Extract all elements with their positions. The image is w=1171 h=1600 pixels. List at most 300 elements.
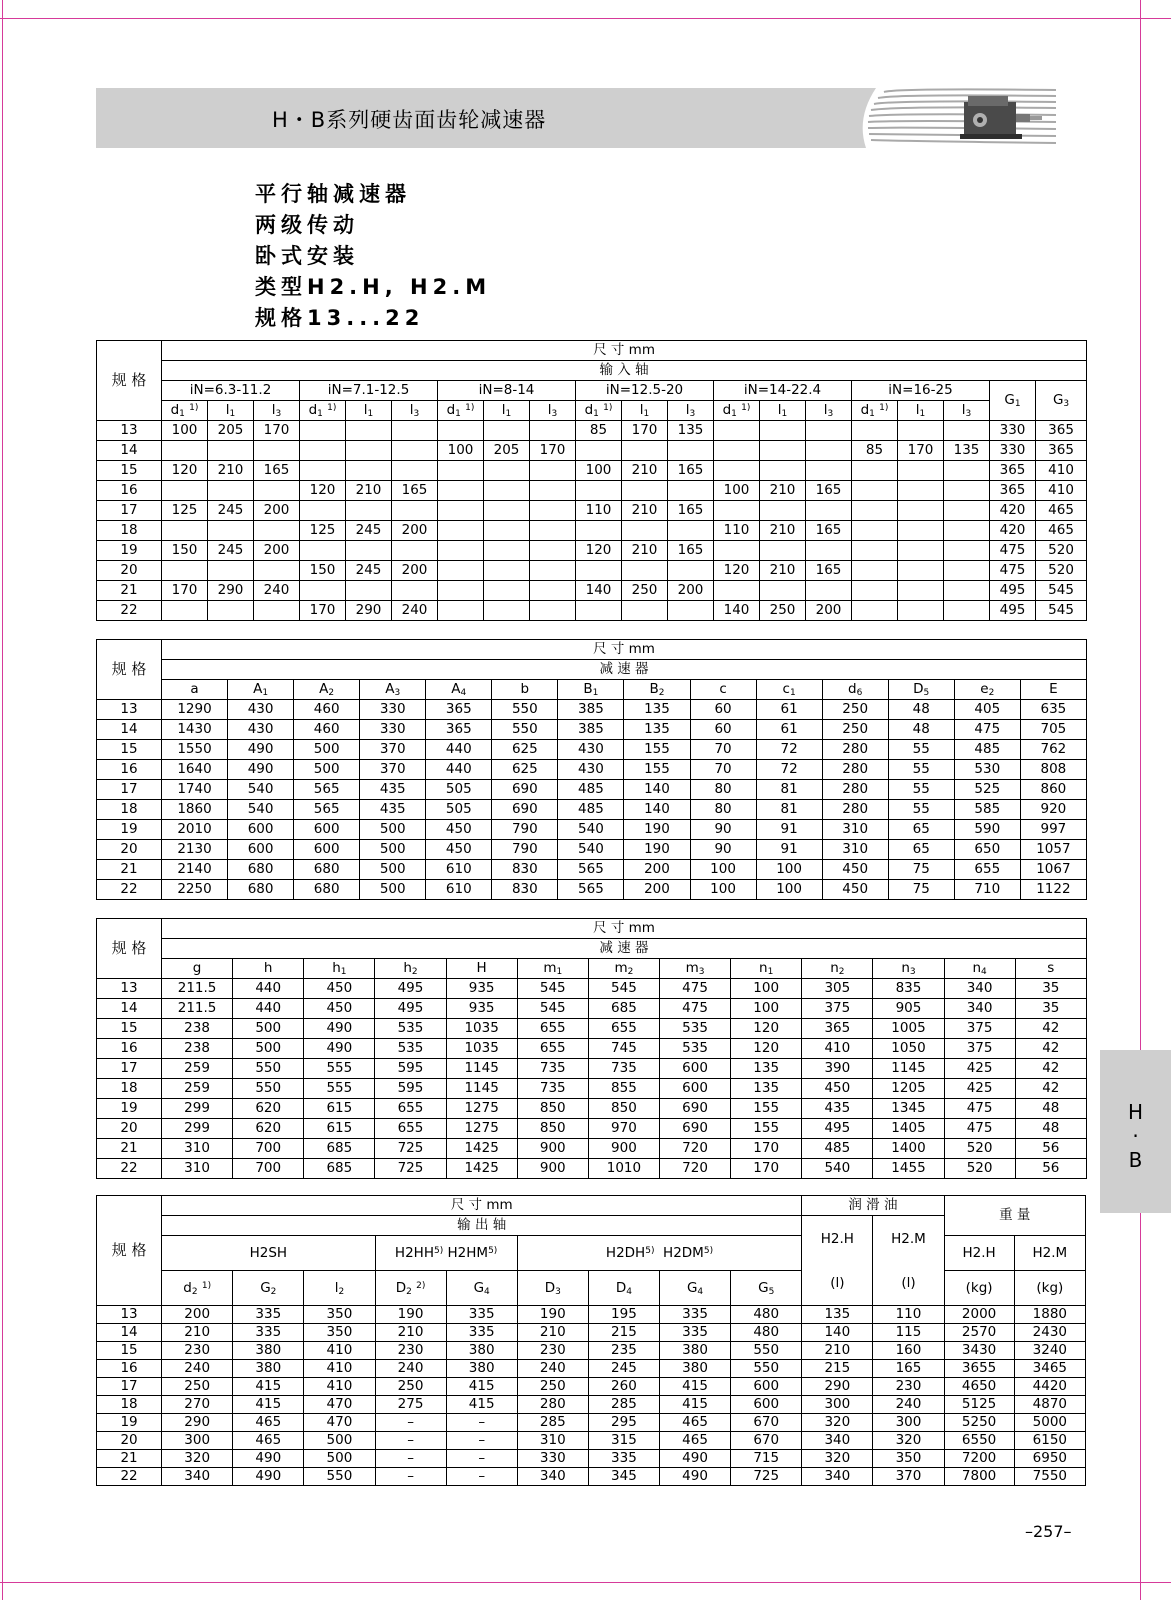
data-cell: 2130 bbox=[162, 840, 228, 860]
data-cell: 210 bbox=[622, 501, 668, 521]
data-cell bbox=[944, 561, 990, 581]
data-cell: 61 bbox=[756, 700, 822, 720]
data-cell: – bbox=[375, 1450, 446, 1468]
data-cell: 535 bbox=[375, 1039, 446, 1059]
data-cell: 6550 bbox=[944, 1432, 1014, 1450]
col-header-l3: $l_3$ bbox=[944, 401, 990, 421]
data-cell: 4870 bbox=[1014, 1396, 1085, 1414]
spec-cell: 21 bbox=[97, 581, 162, 601]
table-row bbox=[97, 501, 1087, 521]
data-cell: 155 bbox=[731, 1119, 802, 1139]
data-cell: 100 bbox=[576, 461, 622, 481]
data-cell: 745 bbox=[588, 1039, 659, 1059]
data-cell: 120 bbox=[731, 1039, 802, 1059]
header-band bbox=[96, 88, 1086, 148]
data-cell bbox=[300, 421, 346, 441]
data-cell: 685 bbox=[304, 1159, 375, 1179]
data-cell: 670 bbox=[731, 1414, 802, 1432]
data-cell: 1205 bbox=[873, 1079, 944, 1099]
data-cell bbox=[254, 601, 300, 621]
data-cell: 480 bbox=[731, 1306, 802, 1324]
data-cell: 285 bbox=[517, 1414, 588, 1432]
data-cell: 5000 bbox=[1014, 1414, 1085, 1432]
data-cell: 90 bbox=[690, 820, 756, 840]
ratio-group-header: iN=14-22.4 bbox=[714, 381, 852, 401]
data-cell: 900 bbox=[517, 1159, 588, 1179]
data-cell: 475 bbox=[990, 541, 1036, 561]
data-cell: 860 bbox=[1020, 780, 1086, 800]
data-cell: 4420 bbox=[1014, 1378, 1085, 1396]
data-cell: 245 bbox=[588, 1360, 659, 1378]
data-cell: – bbox=[446, 1414, 517, 1432]
data-cell: 210 bbox=[760, 481, 806, 501]
spec-cell: 17 bbox=[97, 780, 162, 800]
data-cell bbox=[438, 481, 484, 501]
data-cell: 655 bbox=[588, 1019, 659, 1039]
data-cell: 440 bbox=[426, 740, 492, 760]
data-cell: 60 bbox=[690, 720, 756, 740]
data-cell: 170 bbox=[731, 1139, 802, 1159]
data-cell: 490 bbox=[228, 760, 294, 780]
table-row bbox=[97, 561, 1087, 581]
subtitle-line-5: 规格13...22 bbox=[255, 306, 425, 330]
data-cell: 2140 bbox=[162, 860, 228, 880]
data-cell: 620 bbox=[233, 1119, 304, 1139]
table-row bbox=[97, 1306, 1086, 1324]
data-cell: 165 bbox=[668, 501, 714, 521]
data-cell bbox=[484, 421, 530, 441]
data-cell: 997 bbox=[1020, 820, 1086, 840]
data-cell: 7550 bbox=[1014, 1468, 1085, 1486]
data-cell: 295 bbox=[588, 1414, 659, 1432]
data-cell: 490 bbox=[233, 1450, 304, 1468]
data-cell: 6950 bbox=[1014, 1450, 1085, 1468]
data-cell bbox=[208, 481, 254, 501]
table-row bbox=[97, 1360, 1086, 1378]
data-cell: 320 bbox=[802, 1414, 873, 1432]
unit-liter: (l) bbox=[830, 1274, 845, 1291]
data-cell: 610 bbox=[426, 880, 492, 900]
data-cell: 500 bbox=[294, 740, 360, 760]
data-cell: 500 bbox=[360, 880, 426, 900]
subtitle-line-4: 类型H2.H, H2.M bbox=[255, 275, 492, 299]
subtitle-line-2: 两级传动 bbox=[255, 213, 359, 237]
data-cell: 65 bbox=[888, 840, 954, 860]
data-cell: 310 bbox=[517, 1432, 588, 1450]
col-header-d1: $d_1$ $^{1)}$ bbox=[300, 401, 346, 421]
data-cell bbox=[438, 461, 484, 481]
data-cell: 205 bbox=[208, 421, 254, 441]
dimension-header: 尺 寸 mm bbox=[162, 1196, 802, 1216]
data-cell: 680 bbox=[294, 880, 360, 900]
data-cell: 165 bbox=[668, 541, 714, 561]
data-cell bbox=[622, 561, 668, 581]
weight-h2h-label: H2.H bbox=[944, 1236, 1014, 1271]
data-cell: 250 bbox=[517, 1378, 588, 1396]
spec-cell: 19 bbox=[97, 1099, 162, 1119]
data-cell: 200 bbox=[392, 521, 438, 541]
data-cell: 140 bbox=[802, 1324, 873, 1342]
data-cell bbox=[530, 421, 576, 441]
data-cell: 305 bbox=[802, 979, 873, 999]
data-cell: 410 bbox=[304, 1360, 375, 1378]
table-row bbox=[97, 760, 1087, 780]
data-cell: 550 bbox=[233, 1079, 304, 1099]
col-header-l3: $l_3$ bbox=[530, 401, 576, 421]
data-cell bbox=[438, 561, 484, 581]
data-cell: 350 bbox=[873, 1450, 944, 1468]
data-cell: 290 bbox=[802, 1378, 873, 1396]
spec-cell: 16 bbox=[97, 481, 162, 501]
data-cell: 380 bbox=[660, 1342, 731, 1360]
data-cell bbox=[668, 601, 714, 621]
data-cell bbox=[714, 581, 760, 601]
data-cell: 430 bbox=[558, 760, 624, 780]
data-cell bbox=[806, 441, 852, 461]
data-cell: 495 bbox=[990, 581, 1036, 601]
col-header-d1: $d_1$ $^{1)}$ bbox=[438, 401, 484, 421]
data-cell bbox=[162, 561, 208, 581]
data-cell: 375 bbox=[944, 1019, 1015, 1039]
data-cell: 735 bbox=[517, 1059, 588, 1079]
data-cell bbox=[576, 521, 622, 541]
data-cell: 320 bbox=[802, 1450, 873, 1468]
data-cell: 56 bbox=[1015, 1139, 1086, 1159]
data-cell: 735 bbox=[588, 1059, 659, 1079]
data-cell: 4650 bbox=[944, 1378, 1014, 1396]
data-cell bbox=[714, 541, 760, 561]
data-cell: 410 bbox=[802, 1039, 873, 1059]
data-cell: 110 bbox=[873, 1306, 944, 1324]
data-cell: 900 bbox=[517, 1139, 588, 1159]
data-cell: 330 bbox=[990, 421, 1036, 441]
data-cell: 365 bbox=[990, 481, 1036, 501]
data-cell: 475 bbox=[944, 1119, 1015, 1139]
data-cell: 170 bbox=[530, 441, 576, 461]
spec-cell: 22 bbox=[97, 880, 162, 900]
col-header-l1: $l_1$ bbox=[622, 401, 668, 421]
data-cell: 465 bbox=[1036, 521, 1087, 541]
data-cell: 370 bbox=[360, 740, 426, 760]
subtitle-line-1: 平行轴减速器 bbox=[255, 182, 411, 206]
data-cell: 280 bbox=[822, 780, 888, 800]
h2m-lube-header bbox=[873, 1216, 944, 1306]
data-cell: 195 bbox=[588, 1306, 659, 1324]
data-cell bbox=[852, 421, 898, 441]
data-cell: 310 bbox=[822, 840, 888, 860]
data-cell: 735 bbox=[517, 1079, 588, 1099]
data-cell bbox=[530, 561, 576, 581]
spec-cell: 17 bbox=[97, 1378, 162, 1396]
data-cell bbox=[760, 541, 806, 561]
data-cell bbox=[944, 481, 990, 501]
data-cell: 100 bbox=[162, 421, 208, 441]
data-cell bbox=[944, 541, 990, 561]
data-cell: 110 bbox=[576, 501, 622, 521]
data-cell: 190 bbox=[624, 840, 690, 860]
data-cell: 440 bbox=[233, 999, 304, 1019]
data-cell bbox=[714, 441, 760, 461]
data-cell: 81 bbox=[756, 780, 822, 800]
spec-cell: 15 bbox=[97, 1342, 162, 1360]
data-cell bbox=[392, 501, 438, 521]
data-cell bbox=[484, 481, 530, 501]
data-cell bbox=[392, 461, 438, 481]
data-cell: 115 bbox=[873, 1324, 944, 1342]
data-cell: 155 bbox=[731, 1099, 802, 1119]
col-header-l2: $l_2$ bbox=[304, 1271, 375, 1306]
data-cell: 850 bbox=[517, 1099, 588, 1119]
data-cell: 705 bbox=[1020, 720, 1086, 740]
data-cell bbox=[254, 521, 300, 541]
data-cell: 565 bbox=[558, 880, 624, 900]
data-cell: 680 bbox=[228, 860, 294, 880]
data-cell: 475 bbox=[659, 999, 730, 1019]
data-cell bbox=[208, 561, 254, 581]
data-cell: 230 bbox=[517, 1342, 588, 1360]
table-row bbox=[97, 1342, 1086, 1360]
data-cell: 335 bbox=[446, 1324, 517, 1342]
data-cell: 240 bbox=[254, 581, 300, 601]
data-cell: 520 bbox=[944, 1139, 1015, 1159]
data-cell bbox=[760, 501, 806, 521]
side-tab-letter: B bbox=[1128, 1148, 1143, 1172]
data-cell: 905 bbox=[873, 999, 944, 1019]
data-cell: 90 bbox=[690, 840, 756, 860]
data-cell: 210 bbox=[802, 1342, 873, 1360]
data-cell: 550 bbox=[492, 700, 558, 720]
data-cell bbox=[806, 581, 852, 601]
data-cell: 1740 bbox=[162, 780, 228, 800]
lube-oil-header: 润 滑 油 bbox=[802, 1196, 944, 1216]
reducer-dimension-table-2 bbox=[96, 918, 1087, 1179]
data-cell bbox=[438, 421, 484, 441]
table-row bbox=[97, 481, 1087, 501]
col-header: $h_2$ bbox=[375, 959, 446, 979]
col-header: $c_1$ bbox=[756, 680, 822, 700]
data-cell bbox=[484, 541, 530, 561]
spec-cell: 19 bbox=[97, 541, 162, 561]
data-cell: 365 bbox=[426, 720, 492, 740]
data-cell: – bbox=[446, 1450, 517, 1468]
data-cell: 475 bbox=[954, 720, 1020, 740]
data-cell: 100 bbox=[756, 860, 822, 880]
data-cell bbox=[208, 521, 254, 541]
subtitle-line-3: 卧式安装 bbox=[255, 244, 359, 268]
col-header: $n_3$ bbox=[873, 959, 944, 979]
spec-cell: 20 bbox=[97, 561, 162, 581]
data-cell: 335 bbox=[446, 1306, 517, 1324]
col-header: $A_4$ bbox=[426, 680, 492, 700]
data-cell: 545 bbox=[517, 979, 588, 999]
data-cell: 285 bbox=[588, 1396, 659, 1414]
data-cell: 490 bbox=[304, 1019, 375, 1039]
data-cell: 120 bbox=[714, 561, 760, 581]
col-header: $n_4$ bbox=[944, 959, 1015, 979]
data-cell: 505 bbox=[426, 800, 492, 820]
data-cell: 1550 bbox=[162, 740, 228, 760]
data-cell: 6150 bbox=[1014, 1432, 1085, 1450]
data-cell: 165 bbox=[254, 461, 300, 481]
data-cell: 330 bbox=[990, 441, 1036, 461]
data-cell: 655 bbox=[375, 1119, 446, 1139]
col-header-l1: $l_1$ bbox=[346, 401, 392, 421]
spec-cell: 15 bbox=[97, 740, 162, 760]
data-cell bbox=[806, 501, 852, 521]
spec-cell: 20 bbox=[97, 1119, 162, 1139]
table-row bbox=[97, 780, 1087, 800]
spec-cell: 18 bbox=[97, 800, 162, 820]
data-cell: 210 bbox=[622, 461, 668, 481]
data-cell: 425 bbox=[944, 1079, 1015, 1099]
data-cell: 340 bbox=[802, 1432, 873, 1450]
data-cell: 170 bbox=[162, 581, 208, 601]
data-cell: 410 bbox=[304, 1378, 375, 1396]
ratio-group-header: iN=6.3-11.2 bbox=[162, 381, 300, 401]
ratio-group-header: iN=7.1-12.5 bbox=[300, 381, 438, 401]
data-cell: 465 bbox=[233, 1432, 304, 1450]
data-cell: 670 bbox=[731, 1432, 802, 1450]
data-cell: 211.5 bbox=[162, 999, 233, 1019]
data-cell: 299 bbox=[162, 1119, 233, 1139]
spec-header: 规 格 bbox=[97, 640, 162, 700]
data-cell: 140 bbox=[624, 780, 690, 800]
data-cell bbox=[346, 421, 392, 441]
spec-cell: 16 bbox=[97, 1039, 162, 1059]
data-cell bbox=[254, 441, 300, 461]
data-cell: 410 bbox=[1036, 461, 1087, 481]
table-row bbox=[97, 601, 1087, 621]
data-cell: 1880 bbox=[1014, 1306, 1085, 1324]
data-cell: 200 bbox=[254, 501, 300, 521]
data-cell: 259 bbox=[162, 1059, 233, 1079]
data-cell: 450 bbox=[802, 1079, 873, 1099]
col-header-g4: $G_4$ bbox=[660, 1271, 731, 1306]
data-cell: 250 bbox=[822, 720, 888, 740]
data-cell: 165 bbox=[392, 481, 438, 501]
data-cell: 385 bbox=[558, 700, 624, 720]
table-row bbox=[97, 740, 1087, 760]
data-cell: 540 bbox=[558, 820, 624, 840]
data-cell: 850 bbox=[588, 1099, 659, 1119]
data-cell: 165 bbox=[806, 561, 852, 581]
data-cell: 680 bbox=[294, 860, 360, 880]
col-header-g1: $G_1$ bbox=[990, 381, 1036, 421]
data-cell: 465 bbox=[1036, 501, 1087, 521]
data-cell: 200 bbox=[624, 880, 690, 900]
col-header: $n_1$ bbox=[731, 959, 802, 979]
data-cell bbox=[760, 461, 806, 481]
data-cell: 495 bbox=[375, 999, 446, 1019]
spec-header: 规 格 bbox=[97, 341, 162, 421]
weight-h2m-label: H2.M bbox=[1014, 1236, 1085, 1271]
data-cell: 545 bbox=[517, 999, 588, 1019]
data-cell: 345 bbox=[588, 1468, 659, 1486]
data-cell: 120 bbox=[300, 481, 346, 501]
data-cell: 100 bbox=[731, 999, 802, 1019]
data-cell: 600 bbox=[731, 1396, 802, 1414]
data-cell: 530 bbox=[954, 760, 1020, 780]
data-cell: 55 bbox=[888, 760, 954, 780]
data-cell bbox=[254, 481, 300, 501]
data-cell: 245 bbox=[346, 521, 392, 541]
data-cell: 240 bbox=[375, 1360, 446, 1378]
data-cell: 685 bbox=[304, 1139, 375, 1159]
data-cell: 1010 bbox=[588, 1159, 659, 1179]
data-cell: 690 bbox=[659, 1119, 730, 1139]
col-header: $h_1$ bbox=[304, 959, 375, 979]
data-cell bbox=[852, 461, 898, 481]
data-cell: 75 bbox=[888, 860, 954, 880]
data-cell bbox=[576, 481, 622, 501]
data-cell: 490 bbox=[233, 1468, 304, 1486]
data-cell: 290 bbox=[162, 1414, 233, 1432]
data-cell: 2250 bbox=[162, 880, 228, 900]
data-cell: 100 bbox=[714, 481, 760, 501]
col-header: $B_1$ bbox=[558, 680, 624, 700]
data-cell: 460 bbox=[294, 720, 360, 740]
data-cell: – bbox=[446, 1432, 517, 1450]
data-cell: 100 bbox=[731, 979, 802, 999]
data-cell: 91 bbox=[756, 840, 822, 860]
data-cell: 299 bbox=[162, 1099, 233, 1119]
data-cell: 310 bbox=[162, 1159, 233, 1179]
data-cell bbox=[944, 501, 990, 521]
data-cell: 135 bbox=[731, 1059, 802, 1079]
data-cell bbox=[392, 541, 438, 561]
data-cell: 365 bbox=[1036, 421, 1087, 441]
data-cell: 3430 bbox=[944, 1342, 1014, 1360]
data-cell: 55 bbox=[888, 800, 954, 820]
data-cell: 500 bbox=[304, 1432, 375, 1450]
spec-cell: 21 bbox=[97, 860, 162, 880]
data-cell bbox=[668, 521, 714, 541]
data-cell: 250 bbox=[822, 700, 888, 720]
data-cell: 80 bbox=[690, 800, 756, 820]
data-cell: 540 bbox=[228, 800, 294, 820]
data-cell: 615 bbox=[304, 1099, 375, 1119]
data-cell: 280 bbox=[822, 740, 888, 760]
data-cell: 335 bbox=[588, 1450, 659, 1468]
data-cell: 1455 bbox=[873, 1159, 944, 1179]
col-header-g4: $G_4$ bbox=[446, 1271, 517, 1306]
data-cell: 3240 bbox=[1014, 1342, 1085, 1360]
data-cell: 160 bbox=[873, 1342, 944, 1360]
data-cell: 2000 bbox=[944, 1306, 1014, 1324]
data-cell: 300 bbox=[873, 1414, 944, 1432]
col-header-d1: $d_1$ $^{1)}$ bbox=[162, 401, 208, 421]
table-row bbox=[97, 800, 1087, 820]
data-cell: 545 bbox=[588, 979, 659, 999]
data-cell: 655 bbox=[954, 860, 1020, 880]
data-cell bbox=[944, 421, 990, 441]
data-cell: – bbox=[375, 1468, 446, 1486]
spec-cell: 16 bbox=[97, 1360, 162, 1378]
data-cell: 690 bbox=[492, 800, 558, 820]
data-cell: 495 bbox=[802, 1119, 873, 1139]
table-row bbox=[97, 441, 1087, 461]
col-header: $e_2$ bbox=[954, 680, 1020, 700]
table-row bbox=[97, 979, 1087, 999]
data-cell: 42 bbox=[1015, 1019, 1086, 1039]
data-cell bbox=[300, 541, 346, 561]
data-cell: 450 bbox=[304, 979, 375, 999]
data-cell: 715 bbox=[731, 1450, 802, 1468]
data-cell bbox=[806, 541, 852, 561]
data-cell: 565 bbox=[294, 800, 360, 820]
data-cell: 200 bbox=[806, 601, 852, 621]
data-cell: 3465 bbox=[1014, 1360, 1085, 1378]
